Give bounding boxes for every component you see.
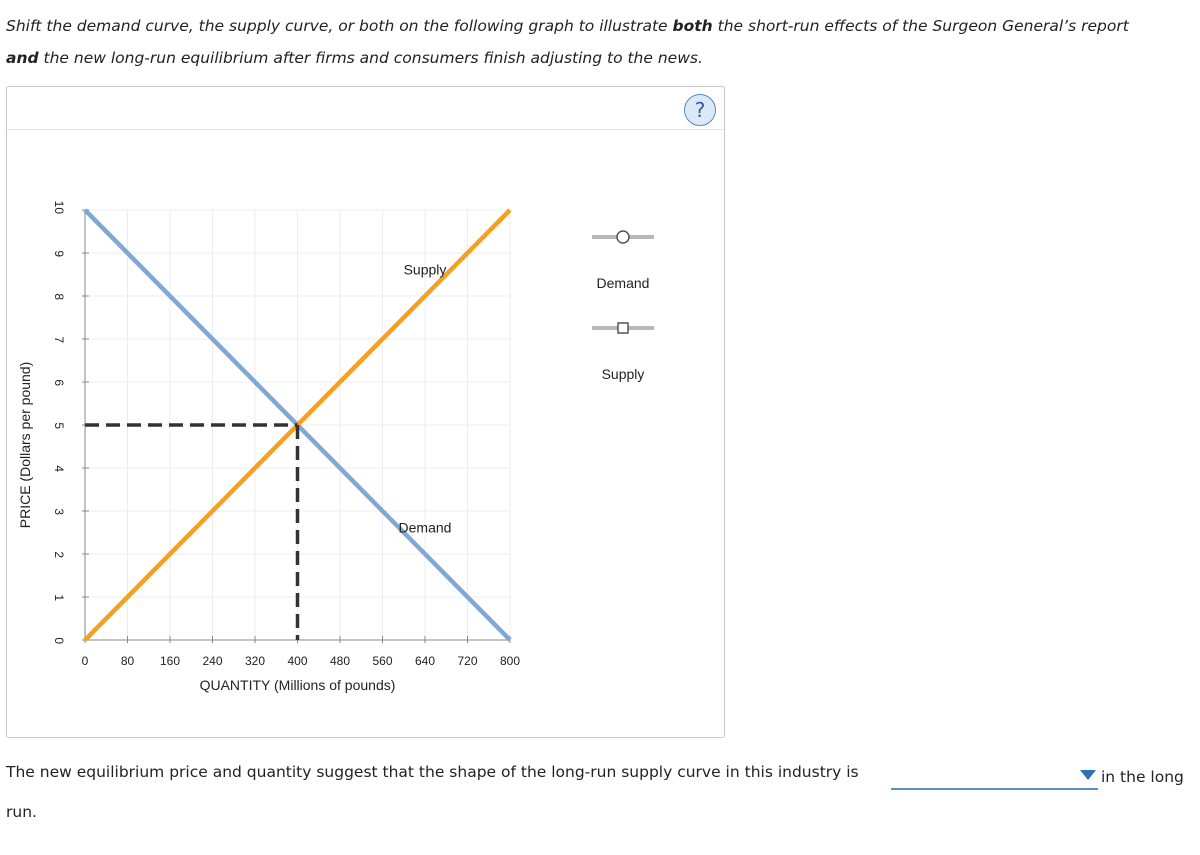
y-tick-label: 7 [52,336,66,343]
x-tick-label: 560 [372,654,393,668]
y-tick-label: 6 [52,379,66,386]
y-axis-label: PRICE (Dollars per pound) [17,361,33,529]
long-run-supply-shape-dropdown[interactable] [891,764,1098,790]
help-icon[interactable]: ? [684,94,716,126]
y-tick-label: 3 [52,508,66,515]
y-tick-label: 2 [52,551,66,558]
x-tick-label: 240 [202,654,223,668]
instructions-text-3: the new long-run equilibrium after firms and consumers finish adjusting to the news. [38,49,703,67]
instructions-text-1: Shift the demand curve, the supply curve, or both on the following graph to illustrate [6,17,673,35]
question-text: The new equilibrium price and quantity suggest that the shape of the long-run supply curve in this industry is [6,763,859,781]
y-tick-label: 10 [52,200,66,214]
x-tick-label: 480 [329,654,351,668]
y-tick-label: 1 [52,594,66,601]
x-tick-label: 640 [414,654,436,668]
question-wrap: run. [6,803,37,821]
y-tick-label: 0 [52,637,66,644]
y-tick-label: 9 [52,250,66,257]
dropdown-arrow-icon[interactable] [1080,770,1096,780]
y-tick-label: 4 [52,465,66,472]
y-tick-label: 5 [52,422,66,429]
legend-demand-circle-icon[interactable] [617,231,629,243]
legend-supply-square-icon[interactable] [618,323,628,333]
legend-supply-label: Supply [601,366,645,382]
x-tick-label: 400 [287,654,308,668]
demand-curve-label: Demand [398,519,452,536]
x-tick-label: 80 [120,654,135,668]
question-tail: in the long [1101,768,1184,786]
legend-demand-label: Demand [596,275,650,291]
y-tick-label: 8 [52,293,66,300]
x-tick-label: 720 [457,654,478,668]
x-tick-label: 320 [244,654,266,668]
instructions-bold-and: and [6,49,39,67]
instructions-text-2: the short-run effects of the Surgeon General’s report [712,17,1129,35]
x-axis-label: QUANTITY (Millions of pounds) [199,677,396,693]
x-tick-label: 0 [81,654,89,668]
supply-curve-label: Supply [403,261,447,278]
instructions-bold-both: both [672,17,713,35]
x-tick-label: 800 [499,654,521,668]
x-tick-label: 160 [159,654,181,668]
